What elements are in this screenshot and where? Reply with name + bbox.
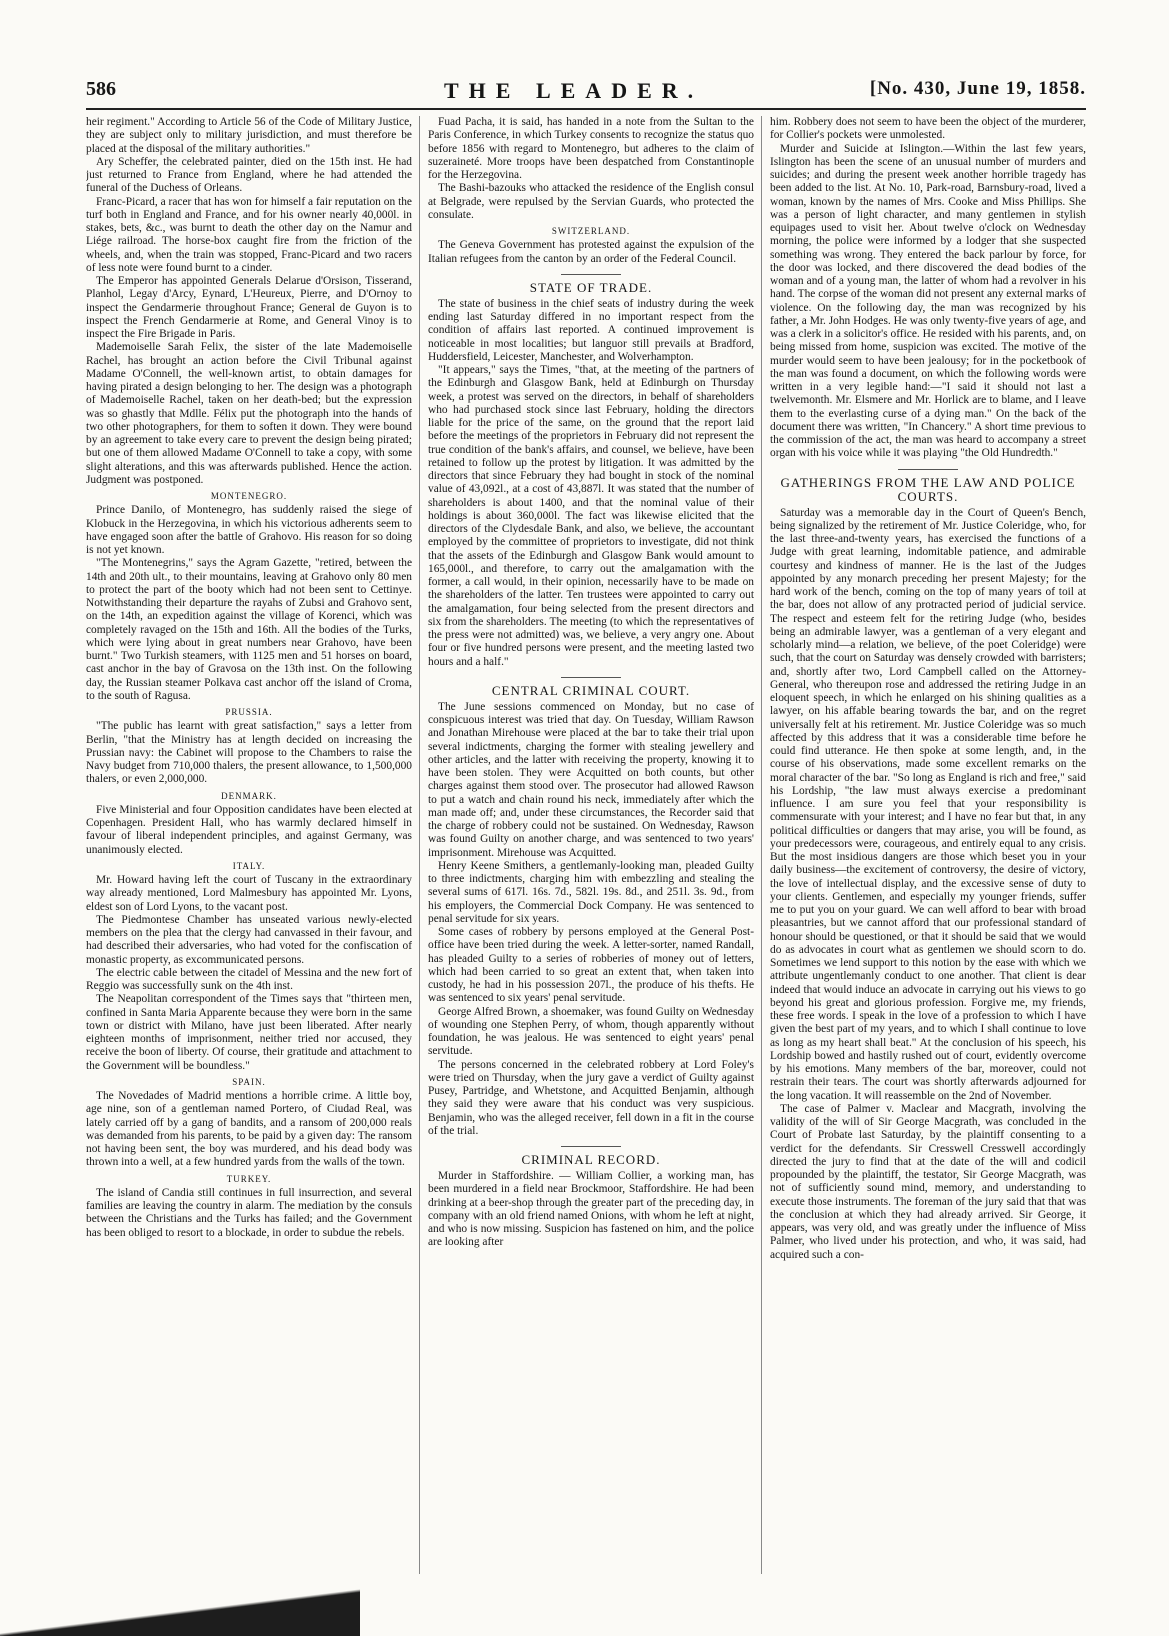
section-heading: SPAIN. — [232, 1076, 266, 1087]
column-1 — [86, 116, 412, 1584]
paragraph: him. Robbery does not seem to have been the object of the murderer, for Collier's pockets were unmolested. — [770, 116, 1086, 142]
paragraph: George Alfred Brown, a shoemaker, was found Guilty on Wednesday of wounding one Stephen Perry, of whom, though apparently without foundation, he was jealous. He was sentenced to eight years' penal servitude. — [428, 1005, 754, 1058]
section-rule — [561, 274, 621, 275]
section-heading: ITALY. — [232, 860, 266, 871]
paragraph: The island of Candia still continues in full insurrection, and several families are leaving the country in alarm. The mediation by the consuls between the Christians and the Turks has failed; and the Government has been obliged to resort to a blockade, in order to subdue the rebels. — [86, 1186, 412, 1239]
paragraph: Saturday was a memorable day in the Court of Queen's Bench, being signalized by the retirement of Mr. Justice Coleridge, who, for the last three-and-twenty years, has exercised the functions of a Judge with great learning, indomitable patience, and admirable courtesy and kindness of manner. He is the last of the Judges appointed by any monarch preceding her present Majesty; for the hard work of the bench, coming on the top of many years of toil at the bar, does not allow of any protracted period of judicial service. The respect and esteem felt for the retiring Judge (who, besides being an admirable lawyer, was a gentleman of a very elegant and scholarly mind—a relation, we believe, of the poet Coleridge) were such, that the court on Saturday was densely crowded with barristers; and, shortly after two, Lord Campbell called on the Attorney-General, who thereupon rose and addressed the retiring Judge in an eloquent speech, in which he enlarged on his shining qualities as a lawyer, on his affable bearing towards the bar, and on the regret universally felt at his retirement. Mr. Justice Coleridge was so much affected by this address that it was a considerable time before he could find utterance. He then spoke at some length, and, in the course of his observations, made some excellent remarks on the moral character of the bar. "So long as England is rich and free," said his Lordship, "the law must always exercise a predominant influence. I am sure you feel that your responsibility is commensurate with your interest; and I have no fear but that, in any political difficulties or dangers that may arise, you will be found, as your predecessors were, courageous, and entirely equal to any crisis. But the most insidious dangers are those which beset you in your daily business—the excitement of controversy, the desire of victory, the love of intellectual display, and the excessive sense of duty to your clients. Gentlemen, and especially my younger friends, suffer me to put you on your guard. We can well afford to bear with broad pleasantries, but we cannot afford that our professional standard of honour should be questioned, or that it should be said that we would do as advocates in court what as gentlemen we should scorn to do. Sometimes we lend support to this notion by the ease with which we attribute ungentlemanly conduct to one another. That client is dear indeed that would induce an advocate in carrying out his views to go beyond his great and glorious profession. Forgive me, my friends, these free words. I speak in the love of a profession to which I have given the best part of my years, and to which I shall continue to love as long as my heart shall beat." At the conclusion of his speech, his Lordship bowed and hastily rushed out of court, evidently overcome by his emotions. Many members of the bar, moreover, could not restrain their tears. The court was shortly afterwards adjourned for the long vacation. It will reassemble on the 2nd of November. — [770, 506, 1086, 1102]
section-heading: DENMARK. — [221, 790, 277, 801]
article-heading: GATHERINGS FROM THE LAW AND POLICE COURTS. — [780, 474, 1076, 504]
paragraph: The June sessions commenced on Monday, but no case of conspicuous interest was tried that day. On Tuesday, William Rawson and Jonathan Mirehouse were placed at the bar to take their trial upon several indictments, charging the former with stealing jewellery and other articles, and the latter with receiving the property, knowing it to have been stolen. They were Acquitted on both counts, but other charges against them stood over. The prosecutor had allowed Rawson to put a watch and chain round his neck, immediately after which the man made off; and, under these circumstances, the Recorder said that the charge of robbery could not be sustained. On Wednesday, Rawson was found Guilty on another charge, and was sentenced to two years' imprisonment. Mirehouse was Acquitted. — [428, 700, 754, 859]
section-heading: SWITZERLAND. — [551, 226, 631, 236]
column-divider — [419, 116, 420, 1574]
article-heading: CENTRAL CRIMINAL COURT. — [491, 682, 691, 698]
paragraph: The electric cable between the citadel of Messina and the new fort of Reggio was successfully sunk on the 4th inst. — [86, 966, 412, 992]
paragraph: The Geneva Government has protested against the expulsion of the Italian refugees from the canton by an order of the Federal Council. — [428, 239, 754, 265]
paragraph: Five Ministerial and four Opposition candidates have been elected at Copenhagen. President Hall, who has warmly declared himself in favour of liberal independent principles, and against Germany, was unanimously elected. — [86, 803, 412, 856]
paragraph: The Neapolitan correspondent of the Times says that "thirteen men, confined in Santa Maria Apparente because they were born in the same town or district with Milano, have just been liberated. After nearly eighteen months of imprisonment, neither tried nor accused, they receive the boon of liberty. Of course, their gratitude and attachment to the Government will be boundless." — [86, 993, 412, 1072]
paragraph: Prince Danilo, of Montenegro, has suddenly raised the siege of Klobuck in the Herzegovina, in which his victorious adherents seem to have engaged soon after the battle of Grahovo. His reason for so doing is not yet known. — [86, 504, 412, 556]
paragraph: The state of business in the chief seats of industry during the week ending last Saturday differed in no important respect from the condition of affairs last reported. A continued improvement is noticeable in most localities; but languor still prevails at Bradford, Huddersfield, Leicester, Manchester, and Wolverhampton. — [428, 297, 754, 363]
section-heading: MONTENEGRO. — [210, 491, 288, 501]
paragraph: Murder and Suicide at Islington.—Within the last few years, Islington has been the scene of an unusual number of murders and suicides; and during the present week another horrible tragedy has been added to the list. At No. 10, Park-road, Barnsbury-road, lived a woman, known by the names of Mrs. Cooke and Miss Phillips. She was a person of light character, and many gentlemen in stylish equipages used to visit her. About twelve o'clock on Wednesday morning, the police were informed by a lodger that she suspected something was wrong. They entered the back parlour by force, for the door was locked, and there discovered the dead bodies of the woman and of a young man, the latter of whom had a revolver in his hand. The corpse of the woman did not present any external marks of violence. On the following day, the man was recognized by his father, a Mr. John Hodges. He was only twenty-five years of age, and was a clerk in a solicitor's office. He resided with his parents, and, on being missed from home, suspicion was excited. The motive of the murder would seem to have been jealousy; for in the pocketbook of the man was found a document, on which the following words were written in a very legible hand:—"I said it should not last a twelvemonth. Mr. Elsmere and Mr. Horlick are to blame, and I leave them to the everlasting curse of a dying man." On the back of the document there was written, "In Chancery." A short time previous to the commission of the act, the man was heard to accompany a street organ with his voice while it was playing "the Old Hundredth." — [770, 142, 1086, 460]
paragraph: Ary Scheffer, the celebrated painter, died on the 15th inst. He had just returned to France from England, where he had attended the funeral of the Duchess of Orleans. — [86, 155, 412, 195]
section-rule — [561, 677, 621, 678]
paragraph: Murder in Staffordshire. — William Collier, a working man, has been murdered in a field near Brockmoor, Staffordshire. He had been drinking at a beer-shop through the greater part of the preceding day, in company with an old friend named Onions, with whom he left at night, and who is now missing. Suspicion has fastened on him, and the police are looking after — [428, 1170, 754, 1249]
paragraph: "The Montenegrins," says the Agram Gazette, "retired, between the 14th and 20th ult., to their mountains, leaving at Grahovo only 80 men to protect the part of the booty which had not been sent to Cettinye. Notwithstanding their departure the rayahs of Zubsi and Grahovo sent, on the 14th, an expedition against the village of Korenci, which was completely ravaged on the 15th and 16th. All the bodies of the Turks, which were lying about in great numbers near Grahovo, have been burnt." Two Turkish steamers, with 1125 men and 51 horses on board, cast anchor in the bay of Gravosa on the 13th inst. On the following day, the Russian steamer Polkava cast anchor off the island of Croma, to the south of Ragusa. — [86, 557, 412, 702]
paragraph: The case of Palmer v. Maclear and Macgrath, involving the validity of the will of Sir George Macgrath, was concluded in the Court of Probate last Saturday, by the plaintiff consenting to a verdict for the defendants. Sir Cresswell Cresswell accordingly directed the jury to find that at the date of the will and codicil propounded by the plaintiff, the testator, Sir George Macgrath, was not of sufficiently sound mind, memory, and understanding to execute those instruments. The foreman of the jury said that that was the conclusion at which they had already arrived. Sir George, it appears, was very old, and was greatly under the influence of Miss Palmer, who lived under his protection, and who, it was said, had acquired such a con- — [770, 1102, 1086, 1261]
paragraph: The Emperor has appointed Generals Delarue d'Orsison, Tisserand, Planhol, Legay d'Arcy, Eynard, L'Heureux, Pierre, and D'Ornoy to inspect the Gendarmerie throughout France; General de Guyon is to inspect the French Gendarmerie at Rome, and General Vinoy is to inspect the Fire Brigade in Paris. — [86, 275, 412, 340]
masthead — [86, 78, 1086, 108]
issue-date: [No. 430, June 19, 1858. — [869, 78, 1086, 99]
paragraph: "The public has learnt with great satisfaction," says a letter from Berlin, "that the Ministry has at length decided on increasing the Prussian navy: the Cabinet will propose to the Chambers to raise the Navy budget from 710,000 thalers, the present allowance, to 1,500,000 thalers, or even 2,000,000. — [86, 720, 412, 786]
paragraph: The Piedmontese Chamber has unseated various newly-elected members on the plea that the clergy had canvassed in their favour, and had described their adversaries, who had voted for the confiscation of monastic property, as excommunicated persons. — [86, 913, 412, 966]
journal-title: THE LEADER. — [444, 78, 704, 103]
paragraph: "It appears," says the Times, "that, at the meeting of the partners of the Edinburgh and Glasgow Bank, held at Edinburgh on Thursday week, a protest was served on the directors, in behalf of shareholders who had purchased stock since last February, holding the directors liable for the price of the same, on the ground that the report laid before the meetings of the proprietors in February did not represent the true condition of the bank's affairs, and counsel, we believe, have been retained to follow up the protest by litigation. It was admitted by the directors that since February they had bought in stock of the nominal value of 43,092l., at a cost of 43,887l. It was stated that the number of shareholders is about 1400, and that the nominal value of their holdings is about 360,000l. The fact was likewise elicited that the directors of the Clydesdale Bank, and also, we believe, the accountant employed by the committee of proprietors to investigate, did not think that the assets of the Edinburgh and Glasgow Bank would amount to 165,000l., and therefore, to carry out the amalgamation with the former, a call would, in their opinion, necessarily have to be made on the shareholders of the latter. Ten trustees were appointed to carry out the amalgamation, four being selected from the present directors and six from the shareholders. The meeting (to which the representatives of the press were not admitted) was, we believe, a very angry one. About four or five hundred persons were present, and the meeting lasted two hours and a half." — [428, 364, 754, 668]
section-rule — [898, 469, 958, 470]
paragraph: Franc-Picard, a racer that has won for himself a fair reputation on the turf both in England and France, and for his owner nearly 40,000l. in stakes, bets, &c., was burnt to death the other day on the Namur and Liége railroad. The horse-box caught fire from the friction of the wheels, and, when the train was stopped, Franc-Picard and two racers of less note were found burnt to a cinder. — [86, 195, 412, 274]
paragraph: Some cases of robbery by persons employed at the General Post-office have been tried during the week. A letter-sorter, named Randall, has pleaded Guilty to a series of robberies of money out of letters, which had been carried to so great an extent that, when taken into custody, he had in his possession 207l., the produce of his thefts. He was sentenced to six years' penal servitude. — [428, 926, 754, 1005]
scan-shadow — [0, 1576, 360, 1636]
section-heading: TURKEY. — [226, 1173, 272, 1184]
page-number: 586 — [86, 78, 116, 100]
column-3 — [770, 116, 1086, 1584]
paragraph: Henry Keene Smithers, a gentlemanly-looking man, pleaded Guilty to three indictments, charging him with embezzling and stealing the several sums of 617l. 16s. 7d., 582l. 19s. 8d., and 251l. 3s. 9d., from his employers, the Commercial Dock Company. He was sentenced to penal servitude for six years. — [428, 859, 754, 925]
paragraph: The Bashi-bazouks who attacked the residence of the English consul at Belgrade, were repulsed by the Servian Guards, who protected the consulate. — [428, 182, 754, 221]
paragraph: Fuad Pacha, it is said, has handed in a note from the Sultan to the Paris Conference, in which Turkey consents to recognize the status quo before 1856 with regard to Montenegro, but adheres to the claim of suzeraineté. More troops have been despatched from Constantinople for the Herzegovina. — [428, 116, 754, 181]
paragraph: The Novedades of Madrid mentions a horrible crime. A little boy, age nine, son of a gentleman named Portero, of Ciudad Real, was lately carried off by a gang of bandits, and a ransom of 200,000 reals was demanded from his parents, to be paid by a given day: The ransom not having been sent, the boy was murdered, and his dead body was thrown into a well, at a few hundred yards from the walls of the town. — [86, 1090, 412, 1169]
section-rule — [561, 1146, 621, 1147]
column-divider — [761, 116, 762, 1574]
paragraph: The persons concerned in the celebrated robbery at Lord Foley's were tried on Thursday, when the jury gave a verdict of Guilty against Pusey, Partridge, and Whetstone, and Acquitted Benjamin, although they said they were aware that his conduct was very suspicious. Benjamin, who was the alleged receiver, fell down in a fit in the course of the trial. — [428, 1058, 754, 1137]
article-heading: CRIMINAL RECORD. — [521, 1152, 661, 1167]
article-heading: STATE OF TRADE. — [529, 279, 653, 295]
paragraph: heir regiment." According to Article 56 of the Code of Military Justice, they are subject only to military jurisdiction, and must therefore be placed at the disposal of the military authorities." — [86, 116, 412, 155]
header-rule — [86, 108, 1086, 110]
section-heading: PRUSSIA. — [225, 707, 273, 717]
paragraph: Mademoiselle Sarah Felix, the sister of the late Mademoiselle Rachel, has brought an action before the Civil Tribunal against Madame O'Connell, the well-known artist, to obtain damages for having pirated a design belonging to her. The design was a photograph of Mademoiselle Rachel, taken on her death-bed; but the expression was so ghastly that Mdlle. Félix put the photograph into the hands of two other photographers, for them to soften it down. They were bound by an agreement to take every care to prevent the design being pirated; but one of them allowed Madame O'Connell to take a copy, with some slight alterations, and this was afterwards published. Hence the action. Judgment was postponed. — [86, 341, 412, 486]
paragraph: Mr. Howard having left the court of Tuscany in the extraordinary way already mentioned, Lord Malmesbury has appointed Mr. Lyons, eldest son of Lord Lyons, to the vacant post. — [86, 874, 412, 913]
column-2 — [428, 116, 754, 1584]
